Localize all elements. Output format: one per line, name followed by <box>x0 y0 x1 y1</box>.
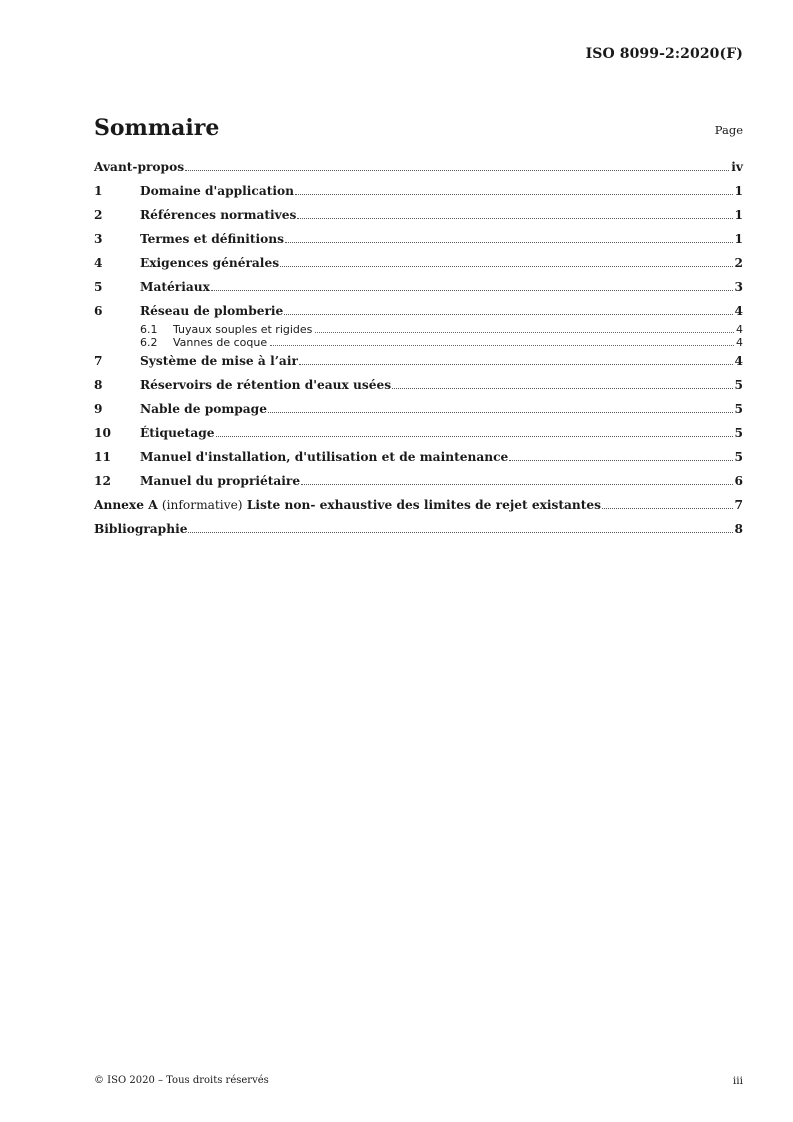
toc-entry-page: 2 <box>734 256 743 270</box>
toc-entry-2[interactable] <box>94 203 743 227</box>
toc-entry-text: Domaine d'application <box>140 184 294 198</box>
toc-entry-number: 11 <box>94 450 111 464</box>
toc-entry-bibliography[interactable] <box>94 517 743 541</box>
toc-entry-number: 5 <box>94 280 103 294</box>
toc-entry-annex-a[interactable] <box>94 493 743 517</box>
toc-subentry-text: Tuyaux souples et rigides <box>173 323 313 336</box>
dot-leader <box>188 532 732 533</box>
toc-entry-10[interactable] <box>94 421 743 445</box>
dot-leader <box>297 218 732 219</box>
dot-leader <box>216 436 733 437</box>
dot-leader <box>301 484 732 485</box>
toc-entry-6[interactable] <box>94 299 743 323</box>
toc-entry-page: 6 <box>734 474 743 488</box>
toc-entry-text: Réseau de plomberie <box>140 304 284 318</box>
toc-entry-page: iv <box>731 160 743 174</box>
toc-entry-3[interactable] <box>94 227 743 251</box>
toc-heading-row <box>94 111 743 141</box>
document-id: ISO 8099-2:2020(F) <box>585 46 743 62</box>
toc-entry-number: 6 <box>94 304 103 318</box>
toc-entry-text: Réservoirs de rétention d'eaux usées <box>140 378 392 392</box>
annex-type: (informative) <box>161 498 243 512</box>
toc-entry-text: Manuel d'installation, d'utilisation et de maintenance <box>140 450 509 464</box>
toc-entry-page: 8 <box>734 522 743 536</box>
toc-entry-12[interactable] <box>94 469 743 493</box>
toc-entry-text: Système de mise à l’air <box>140 354 298 368</box>
toc-entry-text: Étiquetage <box>140 426 215 440</box>
toc-subentry-page: 4 <box>736 336 743 349</box>
footer-copyright: © ISO 2020 – Tous droits réservés <box>94 1075 269 1086</box>
dot-leader <box>295 194 733 195</box>
dot-leader <box>185 170 729 171</box>
dot-leader <box>270 345 734 346</box>
table-of-contents <box>94 155 743 541</box>
toc-entry-avant-propos[interactable] <box>94 155 743 179</box>
toc-entry-8[interactable] <box>94 373 743 397</box>
toc-entry-page: 7 <box>734 498 743 512</box>
toc-entry-number: 2 <box>94 208 103 222</box>
dot-leader <box>509 460 732 461</box>
dot-leader <box>315 332 734 333</box>
toc-entry-page: 5 <box>734 378 743 392</box>
dot-leader <box>284 314 732 315</box>
toc-entry-7[interactable] <box>94 349 743 373</box>
toc-entry-5[interactable] <box>94 275 743 299</box>
annex-title: Liste non- exhaustive des limites de rejet existantes <box>246 498 602 512</box>
toc-subentry-number: 6.2 <box>140 336 158 349</box>
toc-entry-page: 5 <box>734 426 743 440</box>
toc-entry-text: Manuel du propriétaire <box>140 474 301 488</box>
toc-subentry-6-2[interactable] <box>94 335 743 349</box>
dot-leader <box>211 290 733 291</box>
toc-entry-page: 3 <box>734 280 743 294</box>
toc-entry-number: 4 <box>94 256 103 270</box>
toc-entry-text: Avant-propos <box>94 160 185 174</box>
dot-leader <box>299 364 733 365</box>
toc-entry-page: 1 <box>734 208 743 222</box>
toc-entry-text: Bibliographie <box>94 522 188 536</box>
dot-leader <box>392 388 732 389</box>
toc-entry-number: 1 <box>94 184 103 198</box>
toc-entry-9[interactable] <box>94 397 743 421</box>
toc-entry-number: 10 <box>94 426 111 440</box>
dot-leader <box>280 266 732 267</box>
toc-entry-text: Termes et définitions <box>140 232 284 246</box>
toc-entry-text: Nable de pompage <box>140 402 267 416</box>
dot-leader <box>285 242 733 243</box>
dot-leader <box>602 508 732 509</box>
page-title: Sommaire <box>94 115 220 141</box>
toc-entry-page: 5 <box>734 402 743 416</box>
toc-subentry-text: Vannes de coque <box>173 336 268 349</box>
toc-subentry-number: 6.1 <box>140 323 158 336</box>
toc-entry-page: 5 <box>734 450 743 464</box>
toc-subentry-page: 4 <box>736 323 743 336</box>
toc-entry-1[interactable] <box>94 179 743 203</box>
annex-label: Annexe A <box>94 498 158 512</box>
toc-entry-4[interactable] <box>94 251 743 275</box>
toc-entry-text: Matériaux <box>140 280 210 294</box>
toc-subentry-6-1[interactable] <box>94 322 743 336</box>
toc-entry-11[interactable] <box>94 445 743 469</box>
toc-entry-page: 4 <box>734 304 743 318</box>
footer-page-number: iii <box>732 1075 743 1087</box>
toc-entry-number: 12 <box>94 474 111 488</box>
toc-entry-number: 9 <box>94 402 103 416</box>
toc-entry-number: 3 <box>94 232 103 246</box>
toc-entry-text: Exigences générales <box>140 256 280 270</box>
toc-entry-text: Références normatives <box>140 208 297 222</box>
toc-entry-page: 1 <box>734 184 743 198</box>
toc-entry-page: 1 <box>734 232 743 246</box>
toc-entry-number: 7 <box>94 354 103 368</box>
toc-annex-text <box>94 498 601 512</box>
dot-leader <box>268 412 733 413</box>
page-column-label: Page <box>714 123 743 137</box>
toc-entry-number: 8 <box>94 378 103 392</box>
toc-entry-page: 4 <box>734 354 743 368</box>
